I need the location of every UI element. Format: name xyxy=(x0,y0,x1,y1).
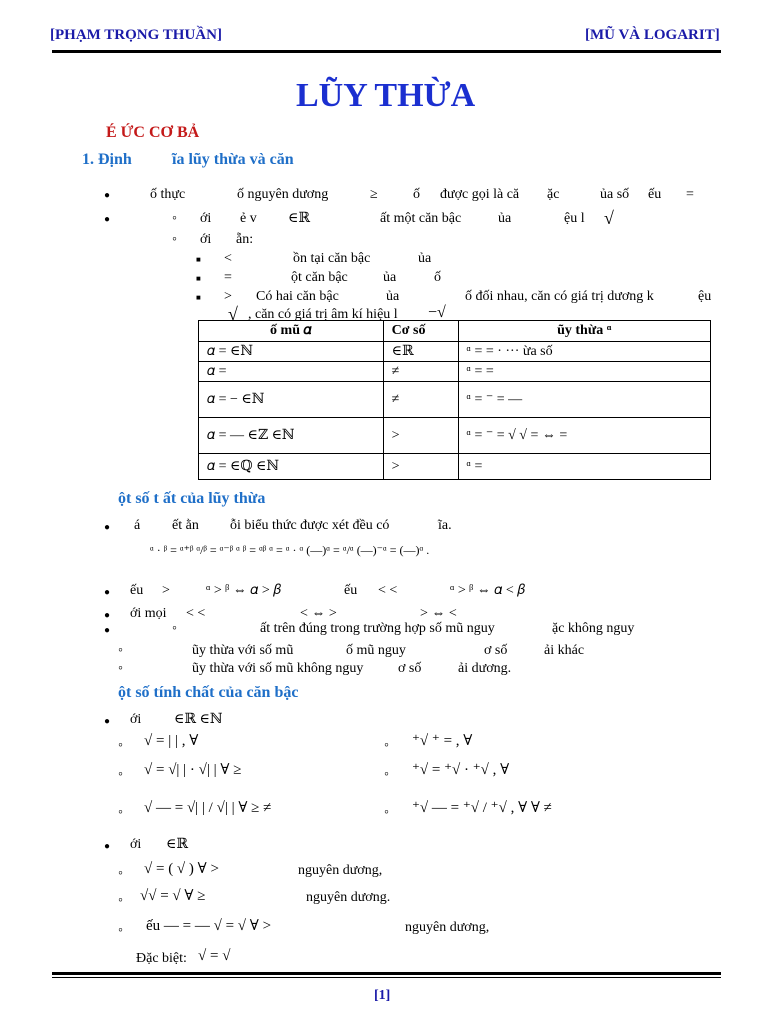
formula: √ = ( √ ) ∀ > xyxy=(144,861,219,877)
sub-bullet: ◦ xyxy=(118,805,123,820)
bullet: ● xyxy=(104,587,111,598)
sub-bullet: ◦ xyxy=(384,767,389,782)
table-row xyxy=(199,382,711,418)
root-sign: √ xyxy=(228,304,238,324)
table-cell: ≠ xyxy=(383,362,458,382)
text: ếu xyxy=(648,187,662,202)
text: ỗi biểu thức được xét đều có xyxy=(230,518,390,533)
formula: √√ = √ ∀ ≥ xyxy=(140,888,206,904)
bullet: ● xyxy=(104,716,111,727)
math: < < xyxy=(378,583,398,598)
text: ồn tại căn bậc xyxy=(293,251,371,266)
sub-bullet: ◦ xyxy=(118,738,123,753)
table-header-base: Cơ số xyxy=(383,321,458,342)
text: Có hai căn bậc xyxy=(256,289,339,304)
math: −√ xyxy=(428,304,446,321)
bullet: ● xyxy=(104,190,111,201)
footer-rule xyxy=(52,972,721,975)
text: ĩa. xyxy=(438,518,452,533)
text: ủa xyxy=(386,289,400,304)
text: ệu l xyxy=(564,211,585,226)
page-number: [1] xyxy=(374,988,391,1003)
math: > xyxy=(162,583,170,598)
text: ố nguyên dương xyxy=(237,187,329,202)
formula: √ — = √| | / √| | ∀ ≥ ≠ xyxy=(144,800,272,816)
math: < xyxy=(224,251,232,266)
math: ᵅ > ᵝ ⇔ 𝛼 > 𝛽 xyxy=(206,583,281,598)
text: ất trên đúng trong trường hợp số mũ nguy xyxy=(260,621,495,636)
sub-bullet: ◦ xyxy=(384,805,389,820)
text: ủa xyxy=(418,251,432,266)
table-cell: 𝛼 = ∈ℕ xyxy=(199,342,384,362)
table-cell: 𝛼 = — ∈ℤ ∈ℕ xyxy=(199,418,384,454)
math: < < xyxy=(186,606,206,621)
sub-bullet: ◦ xyxy=(172,211,177,226)
text: ới mọi xyxy=(130,606,167,621)
text: nguyên dương, xyxy=(298,863,383,878)
square-bullet: ■ xyxy=(196,255,201,264)
section-heading: É ỨC CƠ BẢ xyxy=(106,124,200,141)
table-cell: ᵅ = xyxy=(458,454,710,480)
sub-bullet: ◦ xyxy=(118,923,123,938)
text: á xyxy=(134,518,141,533)
formula: ⁺√ = ⁺√ · ⁺√ , ∀ xyxy=(412,762,510,778)
subsection-1-title: ĩa lũy thừa và căn xyxy=(172,151,294,168)
text: được gọi là că xyxy=(440,187,520,202)
table-cell: 𝛼 = − ∈ℕ xyxy=(199,382,384,418)
text: ếu xyxy=(130,583,144,598)
text: ột căn bậc xyxy=(291,270,348,285)
text: ố xyxy=(434,270,441,285)
header-topic: [MŨ VÀ LOGARIT] xyxy=(585,27,720,43)
footer-rule-thin xyxy=(52,977,721,978)
text: ới xyxy=(130,712,142,727)
math: ≥ xyxy=(370,187,378,202)
text: ủa số xyxy=(600,187,630,202)
sub-bullet: ◦ xyxy=(118,866,123,881)
subsection-3-title: ột số tính chất của căn bậc xyxy=(118,684,299,701)
table-header-exponent: ố mũ 𝛼 xyxy=(199,321,384,342)
table-row xyxy=(199,362,711,382)
root-sign: √ xyxy=(604,208,614,228)
formula: √ = | | , ∀ xyxy=(144,733,199,749)
math: > ⇔ < xyxy=(420,606,457,621)
table-cell: ≠ xyxy=(383,382,458,418)
table-cell: ᵅ = = xyxy=(458,362,710,382)
formula: ⁺√ ⁺ = , ∀ xyxy=(412,733,473,749)
text: ố xyxy=(413,187,420,202)
text: ết ằn xyxy=(172,518,199,533)
formula: √ = √ xyxy=(198,948,231,964)
table-cell: 𝛼 = xyxy=(199,362,384,382)
text: ặc xyxy=(547,187,560,202)
table-cell: > xyxy=(383,418,458,454)
text: ẻ v xyxy=(240,211,257,226)
square-bullet: ■ xyxy=(196,293,201,302)
sub-bullet: ◦ xyxy=(172,232,177,247)
formula: ếu — = — √ = √ ∀ > xyxy=(146,918,272,934)
formula: √ = √| | · √| | ∀ ≥ xyxy=(144,762,242,778)
sub-bullet: ◦ xyxy=(118,767,123,782)
text: ải khác xyxy=(544,643,585,658)
formula: ⁺√ — = ⁺√ / ⁺√ , ∀ ∀ ≠ xyxy=(412,800,552,816)
math: ∈ℝ xyxy=(166,837,188,852)
table-cell: 𝛼 = ∈ℚ ∈ℕ xyxy=(199,454,384,480)
sub-bullet: ◦ xyxy=(384,738,389,753)
math: < ⇔ > xyxy=(300,606,337,621)
text: ũy thừa với số mũ không nguy xyxy=(192,661,364,676)
subsection-2-title: ột số t ất của lũy thừa xyxy=(118,490,266,507)
square-bullet: ■ xyxy=(196,274,201,283)
text: ệu xyxy=(698,289,712,304)
table-cell: ᵅ = ⁻ = — xyxy=(458,382,710,418)
math: ∈ℝ xyxy=(288,211,310,226)
table-row xyxy=(199,418,711,454)
sub-bullet: ◦ xyxy=(172,621,177,636)
text: ải dương. xyxy=(458,661,512,676)
text: ũy thừa với số mũ xyxy=(192,643,294,658)
sub-bullet: ◦ xyxy=(118,893,123,908)
power-definition-table xyxy=(198,320,711,480)
text: ơ số xyxy=(398,661,422,676)
text: ố thực xyxy=(150,187,186,202)
math: = xyxy=(686,187,694,202)
bullet: ● xyxy=(104,841,111,852)
text: Đặc biệt: xyxy=(136,951,187,966)
sub-bullet: ◦ xyxy=(118,643,123,658)
text: ố đối nhau, căn có giá trị dương k xyxy=(465,289,654,304)
math: = xyxy=(224,270,232,285)
bullet: ● xyxy=(104,522,111,533)
text: , căn có giá trị âm kí hiệu l xyxy=(248,307,398,322)
page-title: LŨY THỪA xyxy=(296,77,476,114)
header-rule xyxy=(52,50,721,53)
formula-power-rules: ᵅ · ᵝ = ᵅ⁺ᵝ ᵅ/ᵝ = ᵅ⁻ᵝ ᵅ ᵝ = ᵅᵝ ᵅ = ᵅ · ᵅ (—)ᵅ = ᵅ/ᵅ (—)⁻ᵅ = (—)ᵅ . xyxy=(150,543,430,557)
table-header-row xyxy=(199,321,711,342)
sub-bullet: ◦ xyxy=(118,661,123,676)
text: nguyên dương. xyxy=(306,890,391,905)
table-cell: ᵅ = = · ··· ừa số xyxy=(458,342,710,362)
bullet: ● xyxy=(104,214,111,225)
table-cell: > xyxy=(383,454,458,480)
table-row xyxy=(199,454,711,480)
bullet: ● xyxy=(104,625,111,636)
text: ới xyxy=(200,211,212,226)
text: ếu xyxy=(344,583,358,598)
table-cell: ᵅ = ⁻ = √ √ = ⇔ = xyxy=(458,418,710,454)
text: ặc không nguy xyxy=(552,621,635,636)
text: ất một căn bậc xyxy=(380,211,462,226)
math: > xyxy=(224,289,232,304)
text: ơ số xyxy=(484,643,508,658)
text: ủa xyxy=(498,211,512,226)
text: ẵn: xyxy=(236,232,254,247)
table-cell: ∈ℝ xyxy=(383,342,458,362)
text: ủa xyxy=(383,270,397,285)
table-row xyxy=(199,342,711,362)
header-author: [PHẠM TRỌNG THUẦN] xyxy=(50,27,222,43)
text: ới xyxy=(200,232,212,247)
bullet: ● xyxy=(104,610,111,621)
table-header-power: ũy thừa ᵅ xyxy=(458,321,710,342)
text: ới xyxy=(130,837,142,852)
math: ∈ℝ ∈ℕ xyxy=(174,712,223,727)
text: nguyên dương, xyxy=(405,920,490,935)
text: ố mũ nguy xyxy=(346,643,406,658)
math: ᵅ > ᵝ ⇔ 𝛼 < 𝛽 xyxy=(450,583,525,598)
subsection-1-number: 1. Định xyxy=(82,151,132,168)
